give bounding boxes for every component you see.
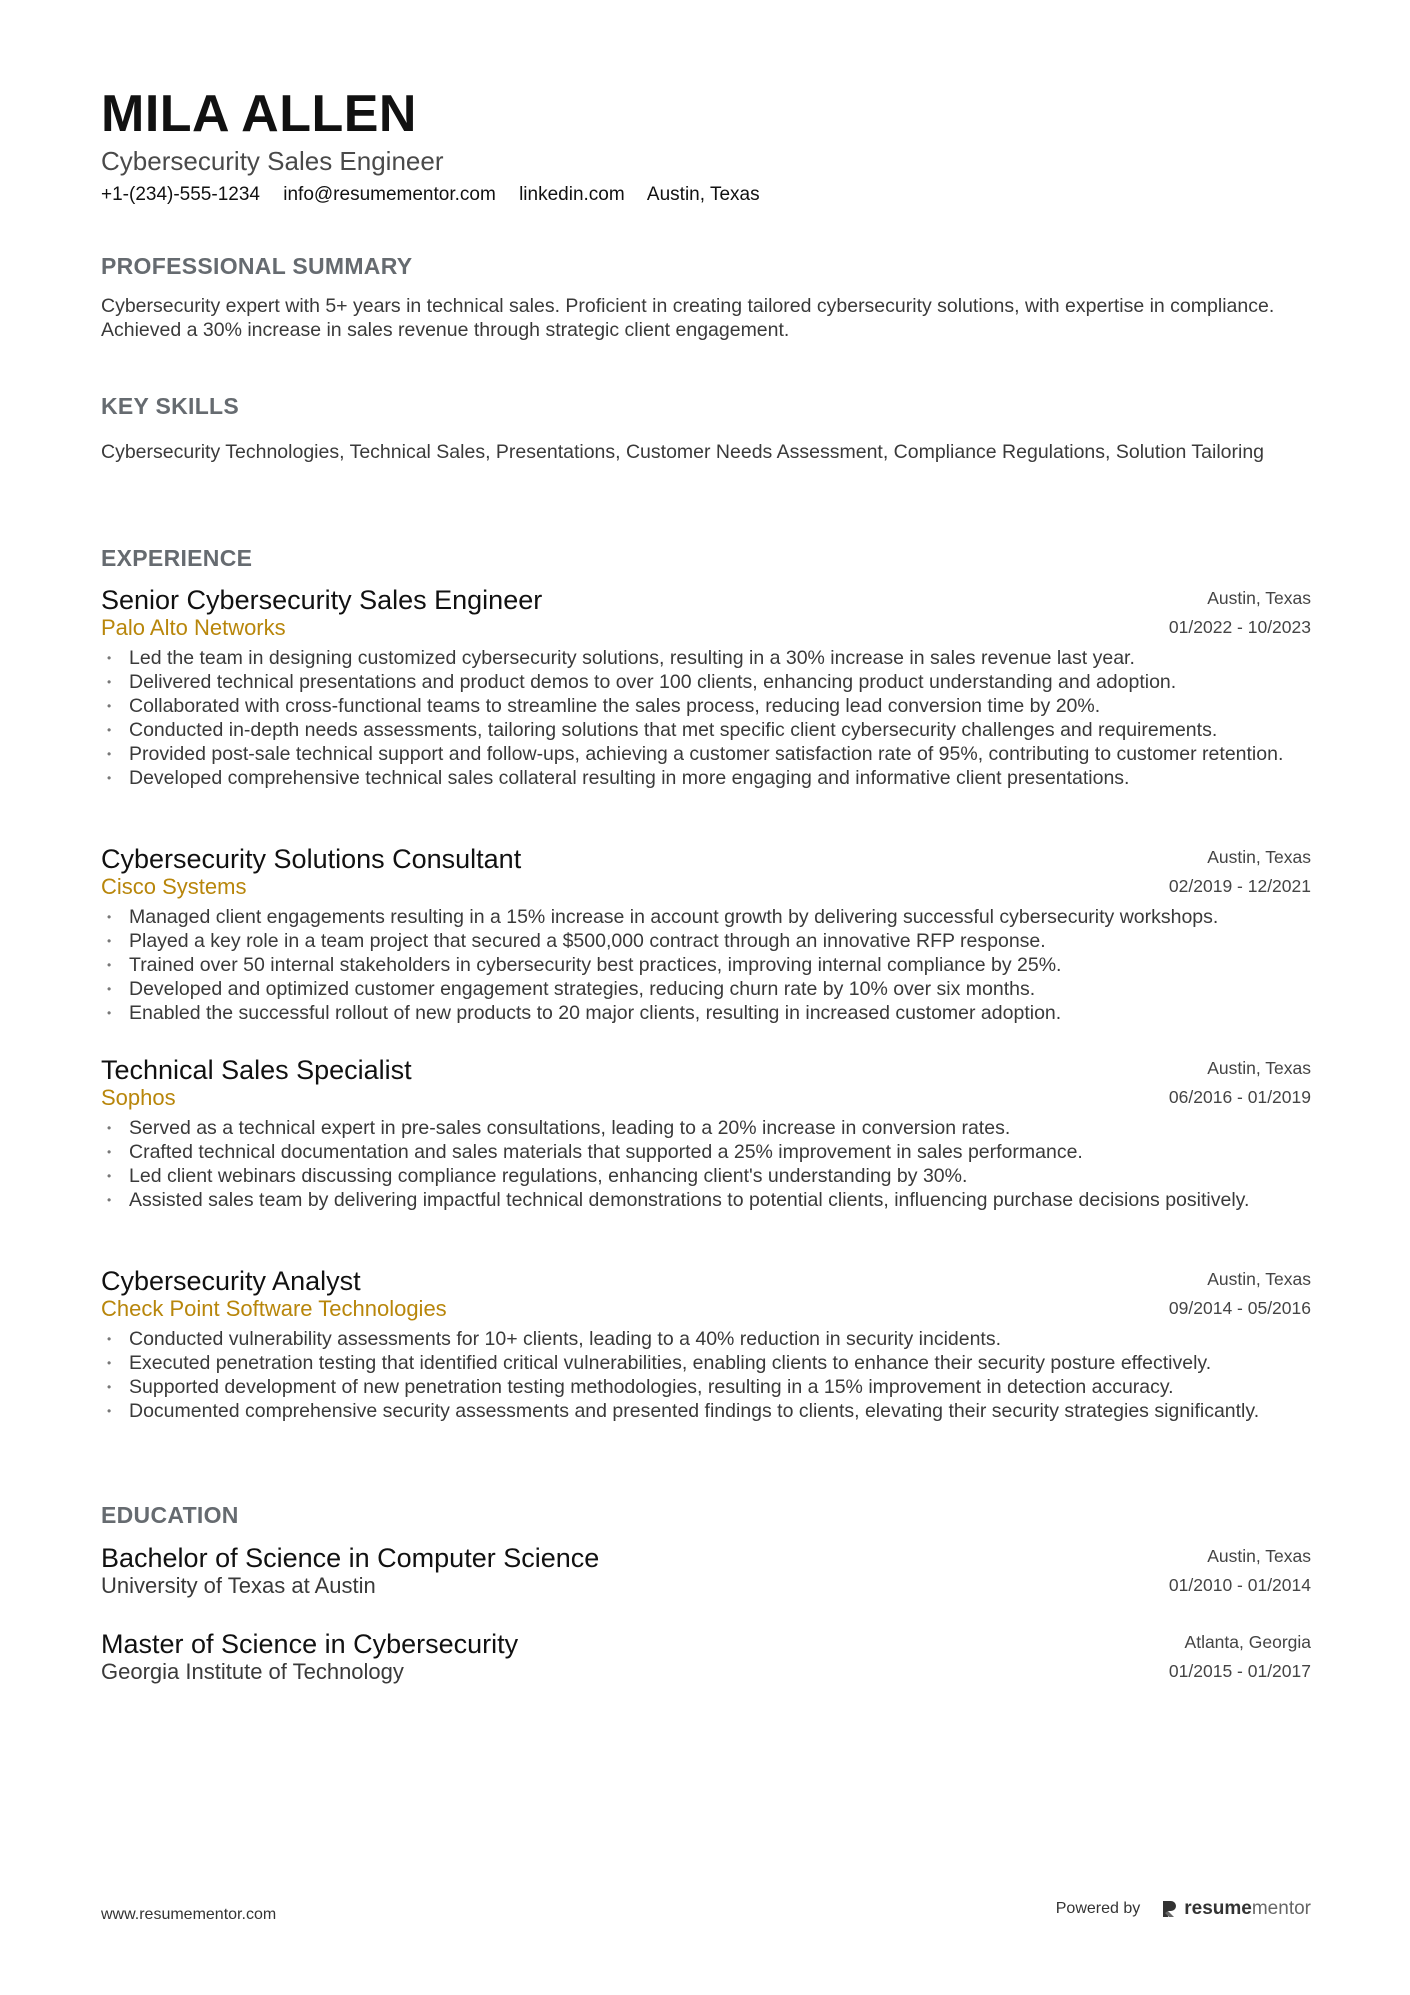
footer-branding [1056,1898,1311,1920]
bullet-item: • Provided post-sale technical support and follow-ups, achieving a customer satisfaction rate of 95%, contributing to customer retention. [101,742,1311,766]
footer-website[interactable]: www.resumementor.com [101,1906,277,1923]
job-dates: 01/2022 - 10/2023 [1168,617,1311,637]
brand-name-bold: resume [1184,1898,1252,1919]
job-title: Senior Cybersecurity Sales Engineer [101,585,543,615]
contact-email[interactable]: info@resumementor.com [283,184,496,205]
edu-degree: Bachelor of Science in Computer Science [101,1543,600,1573]
job-company: Palo Alto Networks [101,615,286,640]
job-entry [101,843,1311,1025]
summary-text: Cybersecurity expert with 5+ years in technical sales. Proficient in creating tailored cybersecurity solutions, with expertise in compliance. Achieved a 30% increase in sales revenue through strategic client engagement. [101,295,1275,341]
bullet-item: • Led the team in designing customized cybersecurity solutions, resulting in a 30% increase in sales revenue last year. [101,646,1311,670]
education-entry [101,1542,1311,1600]
skills-heading: KEY SKILLS [101,393,240,419]
edu-dates: 01/2015 - 01/2017 [1168,1661,1311,1681]
bullet-item: • Collaborated with cross-functional teams to streamline the sales process, reducing lead conversion time by 20%. [101,694,1311,718]
job-title: Technical Sales Specialist [101,1055,412,1085]
bullet-item: • Managed client engagements resulting in a 15% increase in account growth by delivering successful cybersecurity workshops. [101,905,1311,929]
summary-heading: PROFESSIONAL SUMMARY [101,253,413,279]
job-location: Austin, Texas [1207,847,1311,867]
education-heading: EDUCATION [101,1502,239,1528]
job-bullets [101,905,1311,1025]
job-title: Cybersecurity Analyst [101,1266,361,1296]
edu-location: Austin, Texas [1207,1546,1311,1566]
job-location: Austin, Texas [1207,1269,1311,1289]
job-dates: 02/2019 - 12/2021 [1168,876,1311,896]
powered-by-label: Powered by [1055,1900,1141,1917]
job-bullets [101,1116,1311,1212]
edu-degree: Master of Science in Cybersecurity [101,1629,519,1659]
job-location: Austin, Texas [1207,588,1311,608]
bullet-item: • Developed and optimized customer engagement strategies, reducing churn rate by 10% over six months. [101,977,1311,1001]
bullet-item: • Developed comprehensive technical sales collateral resulting in more engaging and informative client presentations. [101,766,1311,790]
job-entry [101,1054,1311,1212]
edu-location: Atlanta, Georgia [1184,1632,1311,1652]
contact-phone: +1-(234)-555-1234 [101,184,260,205]
brand-logo[interactable] [1160,1898,1311,1920]
bullet-item: • Conducted vulnerability assessments for 10+ clients, leading to a 40% reduction in security incidents. [101,1327,1311,1351]
job-bullets [101,1327,1311,1423]
bullet-item: • Documented comprehensive security assessments and presented findings to clients, elevating their security strategies significantly. [101,1399,1311,1423]
bullet-item: • Conducted in-depth needs assessments, tailoring solutions that met specific client cybersecurity challenges and requirements. [101,718,1311,742]
job-meta [1169,843,1311,901]
edu-school: Georgia Institute of Technology [101,1659,404,1684]
job-meta [1169,584,1311,642]
bullet-item: • Supported development of new penetration testing methodologies, resulting in a 15% improvement in detection accuracy. [101,1375,1311,1399]
job-title: Cybersecurity Solutions Consultant [101,844,522,874]
job-bullets [101,646,1311,790]
job-entry [101,584,1311,790]
job-location: Austin, Texas [1207,1058,1311,1078]
job-entry [101,1265,1311,1423]
bullet-item: • Assisted sales team by delivering impactful technical demonstrations to potential clients, influencing purchase decisions positively. [101,1188,1311,1212]
job-dates: 06/2016 - 01/2019 [1168,1087,1311,1107]
bullet-item: • Executed penetration testing that identified critical vulnerabilities, enabling clients to enhance their security posture effectively. [101,1351,1311,1375]
bullet-item: • Played a key role in a team project that secured a $500,000 contract through an innovative RFP response. [101,929,1311,953]
brand-name-light: mentor [1251,1898,1311,1919]
skills-text: Cybersecurity Technologies, Technical Sales, Presentations, Customer Needs Assessment, Compliance Regulations, Solution Tailoring [101,441,1265,463]
contact-line [101,182,778,208]
resume-page [101,0,1311,1995]
job-company: Check Point Software Technologies [101,1296,447,1321]
edu-meta [1169,1542,1311,1600]
job-company: Sophos [101,1085,176,1110]
job-company: Cisco Systems [101,874,247,899]
bullet-item: • Trained over 50 internal stakeholders in cybersecurity best practices, improving internal compliance by 25%. [101,953,1311,977]
bullet-item: • Enabled the successful rollout of new products to 20 major clients, resulting in increased customer adoption. [101,1001,1311,1025]
contact-linkedin[interactable]: linkedin.com [519,184,625,205]
bullet-item: • Led client webinars discussing compliance regulations, enhancing client's understanding by 30%. [101,1164,1311,1188]
bullet-item: • Served as a technical expert in pre-sales consultations, leading to a 20% increase in conversion rates. [101,1116,1311,1140]
candidate-title: Cybersecurity Sales Engineer [101,146,444,176]
job-meta [1169,1265,1311,1323]
education-entry [101,1628,1311,1686]
experience-heading: EXPERIENCE [101,545,253,571]
resumementor-logo-icon [1160,1899,1178,1919]
edu-school: University of Texas at Austin [101,1573,376,1598]
edu-dates: 01/2010 - 01/2014 [1168,1575,1311,1595]
edu-meta [1169,1628,1311,1686]
bullet-item: • Delivered technical presentations and product demos to over 100 clients, enhancing product understanding and adoption. [101,670,1311,694]
job-meta [1169,1054,1311,1112]
contact-location: Austin, Texas [646,184,760,205]
candidate-name: MILA ALLEN [101,85,417,143]
job-dates: 09/2014 - 05/2016 [1168,1298,1311,1318]
bullet-item: • Crafted technical documentation and sales materials that supported a 25% improvement in sales performance. [101,1140,1311,1164]
